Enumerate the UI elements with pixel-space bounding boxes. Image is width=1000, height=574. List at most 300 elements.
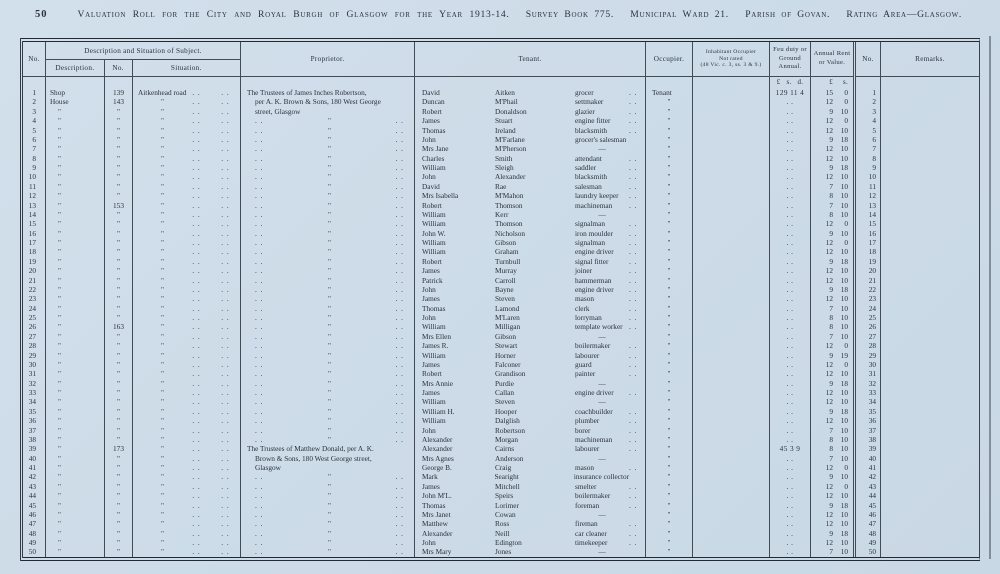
cell-proprietor <box>241 510 415 519</box>
cell-inhabitant-occupier <box>693 135 770 144</box>
tenant-surname: Steven <box>495 397 515 407</box>
cell-feu-duty: . . <box>770 322 811 331</box>
cell-entry-no: 50 <box>23 547 46 556</box>
cell-proprietor <box>241 538 415 547</box>
cell-description <box>46 276 105 285</box>
cell-proprietor <box>241 201 415 210</box>
dots: . . <box>192 172 201 182</box>
rent-shillings: 0 <box>844 97 848 107</box>
rent-pounds: 12 <box>825 238 833 247</box>
ditto-mark: " <box>58 256 61 266</box>
cell-inhabitant-occupier <box>693 444 770 453</box>
ditto-mark: " <box>328 219 331 229</box>
cell-inhabitant-occupier <box>693 388 770 397</box>
dots: . . <box>192 378 201 388</box>
cell-annual-rent <box>811 97 856 106</box>
dots: . . <box>629 425 638 435</box>
situation-text: " <box>161 509 164 519</box>
page-title: Valuation Roll for the City and Royal Burgh of Glasgow for the Year 1913-14. <box>77 9 510 20</box>
dots: . . <box>192 538 201 547</box>
tenant-forename: Patrick <box>422 275 443 285</box>
ditto-mark: " <box>58 509 61 519</box>
cell-tenant <box>415 201 646 210</box>
dots: . . <box>255 209 264 219</box>
dots <box>629 547 645 556</box>
dots: . . <box>629 463 638 472</box>
ditto-mark: " <box>328 388 331 397</box>
cell-tenant <box>415 472 646 481</box>
tenant-forename: William <box>422 163 446 172</box>
ditto-mark: " <box>667 528 671 538</box>
rent-shillings: 10 <box>840 303 848 313</box>
cell-situation <box>133 472 241 481</box>
tenant-occupation: coachbuilder <box>575 406 613 416</box>
cell-inhabitant-occupier <box>693 482 770 491</box>
tenant-forename: Thomas <box>422 303 446 313</box>
rent-shillings: 10 <box>840 369 848 379</box>
tenant-surname: M'Laren <box>495 313 520 322</box>
cell-tenant <box>415 107 646 116</box>
ditto-mark: " <box>667 425 671 435</box>
cell-occupier <box>646 247 693 256</box>
dots: . . <box>255 256 264 266</box>
cell-entry-no: 26 <box>23 322 46 331</box>
ditto-mark: " <box>667 181 671 191</box>
ditto-mark: " <box>58 350 61 360</box>
cell-situation <box>133 276 241 285</box>
cell-feu-duty: . . <box>770 360 811 369</box>
cell-situation <box>133 397 241 406</box>
ditto-mark: " <box>328 125 331 135</box>
cell-annual-rent <box>811 388 856 397</box>
cell-remarks <box>881 135 979 144</box>
cell-entry-no: 17 <box>23 238 46 247</box>
dots: . . <box>221 144 230 154</box>
cell-street-no: " <box>105 116 133 125</box>
tenant-forename: James R. <box>422 341 449 351</box>
tenant-forename: Mrs Annie <box>422 378 454 388</box>
cell-street-no: " <box>105 538 133 547</box>
cell-entry-no-right: 39 <box>856 444 881 453</box>
cell-situation <box>133 126 241 135</box>
cell-situation <box>133 144 241 153</box>
feu-units-label: £ s. d. <box>776 79 804 86</box>
situation-text: " <box>161 331 164 341</box>
cell-remarks <box>881 154 979 163</box>
dots: . . <box>255 500 264 510</box>
cell-inhabitant-occupier <box>693 191 770 200</box>
cell-inhabitant-occupier <box>693 519 770 528</box>
rent-shillings: 10 <box>840 397 848 407</box>
dots: . . <box>255 359 264 369</box>
rent-shillings: 10 <box>840 294 848 304</box>
cell-annual-rent <box>811 257 856 266</box>
cell-annual-rent <box>811 144 856 153</box>
cell-occupier <box>646 313 693 322</box>
cell-situation <box>133 332 241 341</box>
cell-annual-rent <box>811 379 856 388</box>
cell-situation <box>133 107 241 116</box>
dots: . . <box>629 303 638 313</box>
cell-proprietor <box>241 379 415 388</box>
rent-shillings: 0 <box>844 219 848 229</box>
dots: . . <box>221 191 230 201</box>
cell-inhabitant-occupier <box>693 322 770 331</box>
situation-text: " <box>161 322 164 332</box>
rent-shillings: 0 <box>844 481 848 491</box>
tenant-forename: James <box>422 116 440 126</box>
situation-text: " <box>161 481 164 491</box>
cell-proprietor <box>241 144 415 153</box>
table-row <box>23 144 979 153</box>
dots: . . <box>395 228 404 238</box>
tenant-occupation: attendant <box>575 153 602 163</box>
situation-text: " <box>161 238 164 247</box>
cell-entry-no: 33 <box>23 388 46 397</box>
dots: . . <box>395 528 404 538</box>
col-feu-duty <box>770 42 811 88</box>
tenant-occupation: mason <box>575 294 595 304</box>
rent-pounds: 8 <box>829 444 833 454</box>
situation-text: " <box>161 406 164 416</box>
dots: . . <box>255 369 264 379</box>
ditto-mark: " <box>667 388 671 397</box>
cell-inhabitant-occupier <box>693 229 770 238</box>
tenant-forename: Alexander <box>422 528 453 538</box>
cell-feu-duty: . . <box>770 107 811 116</box>
units-proprietor <box>241 76 414 88</box>
cell-situation <box>133 351 241 360</box>
rent-pounds: 12 <box>825 397 833 407</box>
dots: . . <box>255 528 264 538</box>
cell-entry-no-right: 25 <box>856 313 881 322</box>
dots: . . <box>221 509 230 519</box>
situation-text: " <box>161 425 164 435</box>
dots: . . <box>221 331 230 341</box>
rent-pounds: 12 <box>825 463 833 472</box>
cell-proprietor <box>241 426 415 435</box>
cell-street-no: " <box>105 435 133 444</box>
cell-description <box>46 472 105 481</box>
cell-occupier <box>646 116 693 125</box>
ditto-mark: " <box>667 191 671 201</box>
tenant-occupation: fireman <box>575 519 598 529</box>
ditto-mark: " <box>328 547 331 557</box>
cell-situation <box>133 229 241 238</box>
cell-entry-no-right: 41 <box>856 463 881 472</box>
dots: . . <box>255 397 264 407</box>
dots: . . <box>221 181 230 191</box>
ditto-mark: " <box>58 369 61 379</box>
rent-shillings: 19 <box>840 350 848 360</box>
cell-remarks <box>881 116 979 125</box>
rent-pounds: 12 <box>825 247 833 257</box>
cell-tenant <box>415 529 646 538</box>
cell-feu-duty: . . <box>770 351 811 360</box>
cell-remarks <box>881 341 979 350</box>
dots: . . <box>255 313 264 322</box>
situation-text: " <box>161 350 164 360</box>
dots: . . <box>255 219 264 229</box>
table-row <box>23 247 979 256</box>
tenant-forename: John <box>422 134 436 144</box>
rent-pounds: 8 <box>829 322 833 332</box>
rent-shillings: 18 <box>840 500 848 510</box>
rent-shillings: 18 <box>840 134 848 144</box>
dots: . . <box>395 481 404 491</box>
rent-pounds: 12 <box>825 491 833 501</box>
tenant-forename: Mrs Janet <box>422 509 451 519</box>
rent-pounds: 8 <box>829 209 833 219</box>
cell-street-no: " <box>105 510 133 519</box>
tenant-forename: John <box>422 538 436 547</box>
dots: . . <box>221 444 230 454</box>
cell-feu-duty: . . <box>770 276 811 285</box>
cell-street-no: " <box>105 126 133 135</box>
cell-remarks <box>881 285 979 294</box>
tenant-occupation: — <box>598 509 606 519</box>
cell-proprietor <box>241 266 415 275</box>
dots: . . <box>395 369 404 379</box>
dots: . . <box>629 228 638 238</box>
tenant-surname: M'Farlane <box>495 134 525 144</box>
dots: . . <box>221 425 230 435</box>
cell-street-no: " <box>105 529 133 538</box>
dots: . . <box>395 416 404 426</box>
ditto-mark: " <box>328 500 331 510</box>
cell-feu-duty: . . <box>770 116 811 125</box>
ditto-mark: " <box>58 247 61 257</box>
header-remarks: Remarks. <box>915 54 945 63</box>
cell-tenant <box>415 435 646 444</box>
tenant-surname: Searight <box>494 472 519 482</box>
tenant-forename: Robert <box>422 200 442 210</box>
table-row <box>23 135 979 144</box>
cell-situation <box>133 172 241 181</box>
cell-street-no: " <box>105 547 133 556</box>
dots: . . <box>221 350 230 360</box>
cell-entry-no-right: 48 <box>856 529 881 538</box>
table-row <box>23 201 979 210</box>
cell-tenant <box>415 247 646 256</box>
dots: . . <box>395 172 404 182</box>
cell-street-no: " <box>105 482 133 491</box>
cell-annual-rent <box>811 491 856 500</box>
tenant-forename: James <box>422 481 440 491</box>
ditto-mark: " <box>58 416 61 426</box>
ditto-mark: " <box>667 491 671 501</box>
situation-text: " <box>161 97 164 107</box>
ditto-mark: " <box>58 331 61 341</box>
cell-proprietor <box>241 219 415 228</box>
dots: . . <box>395 547 404 557</box>
cell-entry-no: 41 <box>23 463 46 472</box>
cell-tenant <box>415 276 646 285</box>
rent-pounds: 12 <box>825 125 833 135</box>
ditto-mark: " <box>58 284 61 294</box>
ditto-mark: " <box>58 313 61 322</box>
tenant-forename: John <box>422 425 436 435</box>
cell-proprietor <box>241 435 415 444</box>
header-feu-duty: Feu duty or Ground Annual. <box>773 46 807 71</box>
dots: . . <box>221 359 230 369</box>
cell-entry-no: 36 <box>23 416 46 425</box>
cell-feu-duty: . . <box>770 294 811 303</box>
cell-tenant <box>415 491 646 500</box>
cell-remarks <box>881 322 979 331</box>
dots: . . <box>629 275 638 285</box>
cell-entry-no: 14 <box>23 210 46 219</box>
rent-shillings: 10 <box>840 509 848 519</box>
rent-shillings: 10 <box>840 434 848 444</box>
cell-proprietor <box>241 369 415 378</box>
cell-description <box>46 341 105 350</box>
cell-description <box>46 463 105 472</box>
cell-description <box>46 397 105 406</box>
ditto-mark: " <box>328 134 331 144</box>
dots: . . <box>629 500 638 510</box>
cell-situation <box>133 491 241 500</box>
table-row <box>23 210 979 219</box>
table-row <box>23 266 979 275</box>
rent-pounds: 7 <box>829 453 833 463</box>
tenant-occupation: blacksmith <box>575 172 608 182</box>
dots: . . <box>192 528 201 538</box>
table-row <box>23 444 979 453</box>
cell-proprietor <box>241 547 415 556</box>
rent-pounds: 12 <box>825 481 833 491</box>
cell-proprietor <box>241 154 415 163</box>
dots: . . <box>221 294 230 304</box>
ditto-mark: " <box>328 491 331 501</box>
tenant-surname: Grandison <box>495 369 526 379</box>
cell-feu-duty: . . <box>770 491 811 500</box>
table-row <box>23 397 979 406</box>
dots: . . <box>221 88 230 97</box>
cell-entry-no: 20 <box>23 266 46 275</box>
tenant-occupation: timekeeper <box>575 538 608 547</box>
cell-annual-rent <box>811 341 856 350</box>
cell-entry-no-right: 47 <box>856 519 881 528</box>
rent-shillings: 10 <box>840 247 848 257</box>
cell-occupier <box>646 529 693 538</box>
situation-text: " <box>161 200 164 210</box>
tenant-occupation: grocer's salesman <box>575 134 627 144</box>
dots: . . <box>192 200 201 210</box>
cell-entry-no-right: 35 <box>856 407 881 416</box>
cell-street-no: " <box>105 379 133 388</box>
tenant-forename: Mrs Agnes <box>422 453 454 463</box>
tenant-occupation: — <box>598 378 606 388</box>
table-row <box>23 88 979 97</box>
dots: . . <box>395 238 404 247</box>
ditto-mark: " <box>58 238 61 247</box>
cell-situation <box>133 294 241 303</box>
table-row <box>23 116 979 125</box>
cell-situation <box>133 454 241 463</box>
cell-proprietor <box>241 313 415 322</box>
cell-remarks <box>881 88 979 97</box>
dots: . . <box>629 313 638 322</box>
dots: . . <box>629 481 638 491</box>
ditto-mark: " <box>58 378 61 388</box>
cell-entry-no-right: 12 <box>856 191 881 200</box>
cell-remarks <box>881 519 979 528</box>
dots: . . <box>255 519 264 529</box>
cell-feu-duty: . . <box>770 463 811 472</box>
dots: . . <box>395 200 404 210</box>
ditto-mark: " <box>667 463 671 472</box>
cell-inhabitant-occupier <box>693 538 770 547</box>
dots: . . <box>629 219 638 229</box>
cell-street-no: " <box>105 426 133 435</box>
cell-annual-rent <box>811 538 856 547</box>
units-annual-rent <box>811 76 853 88</box>
cell-description <box>46 182 105 191</box>
rent-pounds: 7 <box>829 331 833 341</box>
cell-street-no: " <box>105 154 133 163</box>
table-row <box>23 454 979 463</box>
cell-remarks <box>881 397 979 406</box>
cell-remarks <box>881 482 979 491</box>
cell-annual-rent <box>811 219 856 228</box>
ditto-mark: " <box>667 134 671 144</box>
cell-tenant <box>415 219 646 228</box>
cell-street-no: " <box>105 238 133 247</box>
cell-annual-rent <box>811 116 856 125</box>
cell-feu-duty: . . <box>770 144 811 153</box>
cell-situation <box>133 116 241 125</box>
cell-inhabitant-occupier <box>693 304 770 313</box>
tenant-surname: Gibson <box>495 238 517 247</box>
cell-tenant <box>415 547 646 556</box>
cell-annual-rent <box>811 444 856 453</box>
ditto-mark: " <box>667 453 671 463</box>
rent-shillings: 10 <box>840 491 848 501</box>
cell-feu-duty: . . <box>770 501 811 510</box>
table-row <box>23 463 979 472</box>
cell-inhabitant-occupier <box>693 97 770 106</box>
tenant-occupation: mason <box>575 463 595 472</box>
rent-shillings: 10 <box>840 425 848 435</box>
rent-pounds: 12 <box>825 416 833 426</box>
cell-tenant <box>415 304 646 313</box>
tenant-forename: Thomas <box>422 125 446 135</box>
dots: . . <box>192 294 201 304</box>
ditto-mark: " <box>328 209 331 219</box>
cell-inhabitant-occupier <box>693 351 770 360</box>
cell-situation <box>133 97 241 106</box>
cell-proprietor <box>241 341 415 350</box>
cell-entry-no: 22 <box>23 285 46 294</box>
tenant-occupation: engine driver <box>575 388 614 397</box>
cell-inhabitant-occupier <box>693 454 770 463</box>
cell-annual-rent <box>811 482 856 491</box>
cell-entry-no: 31 <box>23 369 46 378</box>
cell-entry-no: 12 <box>23 191 46 200</box>
ditto-mark: " <box>667 331 671 341</box>
dots: . . <box>255 116 264 126</box>
tenant-forename: William <box>422 247 446 257</box>
cell-street-no: " <box>105 257 133 266</box>
page-edge-line <box>989 36 991 559</box>
dots: . . <box>192 88 201 97</box>
rent-shillings: 0 <box>844 238 848 247</box>
cell-remarks <box>881 369 979 378</box>
cell-annual-rent <box>811 154 856 163</box>
cell-description <box>46 547 105 556</box>
table-row <box>23 313 979 322</box>
